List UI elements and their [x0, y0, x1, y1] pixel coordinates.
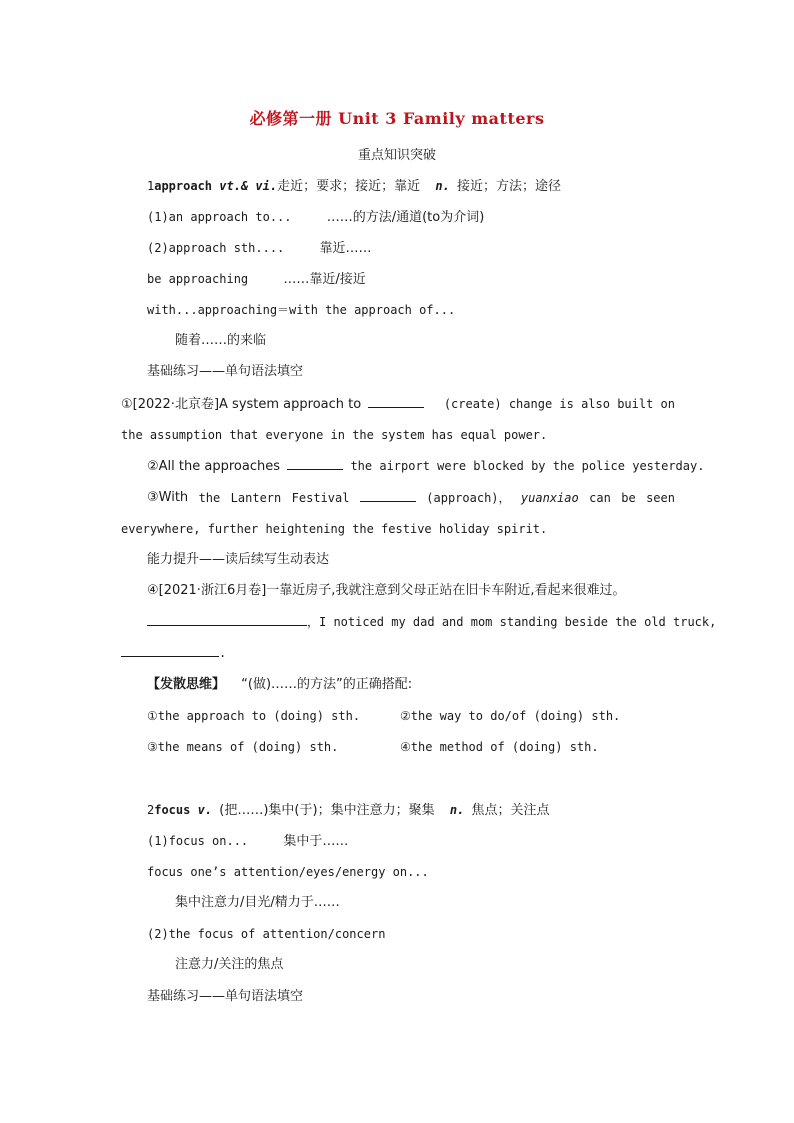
- exercise-word: ③With: [147, 490, 189, 505]
- headword: focus: [154, 803, 191, 817]
- section-heading: 基础练习——单句语法填空: [147, 364, 304, 379]
- phrase-line: [147, 238, 372, 259]
- entry-focus-heading: [147, 800, 550, 821]
- section-heading: 能力提升——读后续写生动表达: [147, 552, 330, 567]
- phrase-en: (2)approach sth....: [147, 241, 285, 255]
- phrase-line: with...approaching＝with the approach of...: [147, 303, 456, 317]
- exercise-text: ，I noticed my dad and mom standing beside the old truck,: [307, 615, 717, 629]
- answer-blank[interactable]: [121, 643, 219, 657]
- exercise-3: [147, 488, 675, 508]
- exercise-word: (approach)，: [426, 491, 511, 505]
- page-title: 必修第一册 Unit 3 Family matters: [249, 109, 545, 128]
- meaning: 接近；方法；途径: [457, 179, 562, 194]
- exercise-4-line2: [147, 612, 716, 632]
- tip-text: “(做)……的方法”的正确搭配:: [241, 677, 413, 692]
- part-of-speech: n.: [449, 803, 465, 817]
- answer-blank[interactable]: [368, 394, 424, 408]
- phrase-line: focus one’s attention/eyes/energy on...: [147, 865, 429, 879]
- phrase-line: [147, 831, 348, 852]
- exercise-4: ④[2021·浙江6月卷]一靠近房子,我就注意到父母正站在旧卡车附近,看起来很难过。: [147, 583, 626, 598]
- exercise-word: the: [198, 491, 221, 505]
- entry-number: 1: [147, 179, 155, 193]
- exercise-word: seen: [646, 491, 675, 505]
- phrase-cn: 集中于……: [283, 834, 349, 849]
- exercise-word: can: [589, 491, 611, 505]
- part-of-speech: vt.& vi.: [219, 179, 278, 193]
- tip-item: ④the method of (doing) sth.: [400, 740, 599, 754]
- answer-blank[interactable]: [287, 456, 343, 470]
- phrase-en: (1)focus on...: [147, 834, 249, 848]
- phrase-en: (1)an approach to...: [147, 210, 292, 224]
- tip-item: ③the means of (doing) sth.: [147, 740, 339, 754]
- exercise-4-line3: [121, 643, 226, 663]
- meaning: 走近；要求；接近；靠近: [277, 179, 421, 194]
- exercise-word: Festival: [291, 491, 350, 505]
- tip-item: ①the approach to (doing) sth.: [147, 709, 361, 723]
- phrase-cn: 集中注意力/目光/精力于……: [175, 895, 340, 910]
- phrase-cn: 靠近……: [319, 241, 372, 256]
- phrase-cn: ……靠近/接近: [283, 272, 366, 287]
- tip-item: ②the way to do/of (doing) sth.: [400, 709, 621, 723]
- part-of-speech: n.: [435, 179, 450, 193]
- phrase-cn: 随着……的来临: [175, 333, 267, 348]
- entry-approach-heading: [147, 176, 561, 197]
- phrase-cn: 注意力/关注的焦点: [175, 957, 284, 972]
- exercise-word: Lantern: [230, 491, 282, 505]
- exercise-word: yuanxiao: [520, 491, 579, 505]
- exercise-1: [121, 394, 675, 415]
- part-of-speech: v.: [197, 803, 213, 817]
- page-subtitle: 重点知识突破: [357, 148, 436, 163]
- exercise-text: ②All the approaches: [147, 459, 280, 474]
- entry-number: 2: [147, 803, 155, 817]
- exercise-3-cont: everywhere, further heightening the festive holiday spirit.: [121, 522, 548, 536]
- phrase-en: be approaching: [147, 272, 249, 286]
- answer-blank[interactable]: [147, 612, 307, 626]
- phrase-line: (2)the focus of attention/concern: [147, 927, 386, 941]
- phrase-line: [147, 207, 484, 228]
- phrase-cn: ……的方法/通道(to为介词): [326, 210, 485, 225]
- phrase-line: [147, 269, 366, 290]
- meaning: 焦点；关注点: [471, 803, 550, 818]
- tip-heading: 【发散思维】: [147, 677, 226, 692]
- section-heading: 基础练习——单句语法填空: [147, 989, 304, 1004]
- exercise-text: (create) change is also built on: [443, 397, 675, 411]
- exercise-word: be: [621, 491, 636, 505]
- answer-blank[interactable]: [360, 488, 416, 502]
- exercise-text: the airport were blocked by the police yesterday.: [350, 459, 705, 473]
- exercise-2: [147, 456, 704, 477]
- meaning: (把……)集中(于)；集中注意力；聚集: [219, 803, 435, 818]
- tip-line: [147, 675, 412, 695]
- exercise-text: .: [219, 646, 227, 660]
- exercise-text: ①[2022·北京卷]A system approach to: [121, 397, 362, 412]
- headword: approach: [154, 179, 213, 193]
- exercise-1-cont: the assumption that everyone in the system has equal power.: [121, 428, 548, 442]
